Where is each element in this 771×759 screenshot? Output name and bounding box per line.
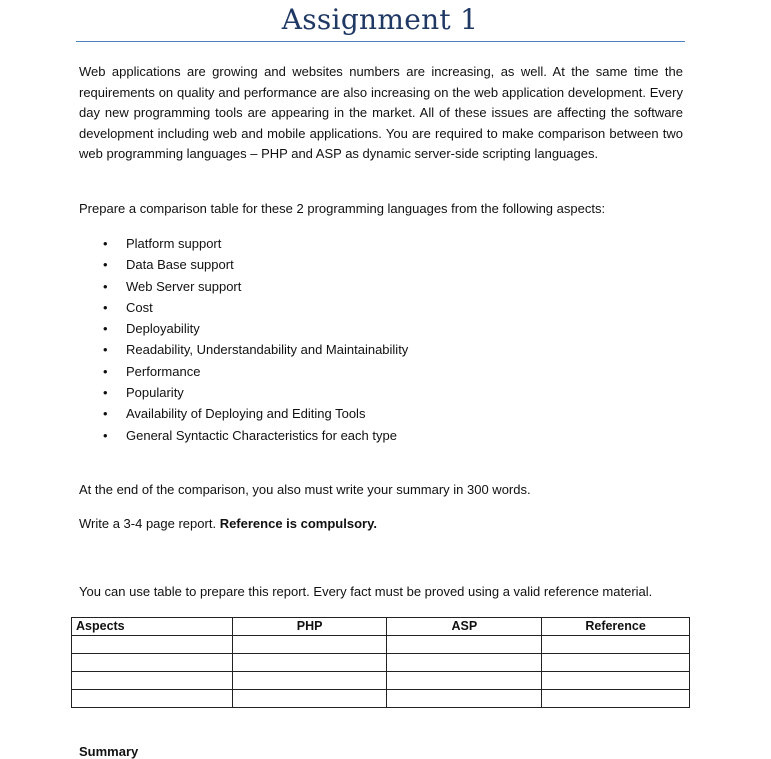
table-cell [542, 672, 690, 690]
table-cell [72, 654, 233, 672]
report-instruction [79, 514, 683, 535]
header-asp: ASP [387, 618, 542, 636]
summary-instruction: At the end of the comparison, you also must write your summary in 300 words. [79, 482, 531, 497]
report-length-text: Write a 3-4 page report. [79, 516, 217, 531]
list-item [101, 425, 408, 446]
bullet-icon: • [103, 299, 108, 315]
table-cell [72, 672, 233, 690]
bullet-icon: • [103, 321, 108, 337]
table-row [72, 690, 690, 708]
table-cell [387, 654, 542, 672]
table-cell [387, 690, 542, 708]
list-item [101, 382, 408, 403]
list-item [101, 233, 408, 254]
bullet-icon: • [103, 427, 108, 443]
header-aspects: Aspects [72, 618, 233, 636]
bullet-icon: • [103, 342, 108, 358]
comparison-table [71, 617, 690, 708]
table-cell [542, 654, 690, 672]
table-row [72, 654, 690, 672]
aspect-label: Web Server support [126, 278, 242, 294]
table-cell [72, 690, 233, 708]
table-cell [542, 690, 690, 708]
table-instruction: You can use table to prepare this report. Every fact must be proved using a valid reference material. [79, 584, 653, 599]
reference-required-text: Reference is compulsory. [219, 516, 377, 531]
aspects-list [101, 233, 408, 446]
table-cell [232, 636, 387, 654]
header-reference: Reference [542, 618, 690, 636]
table-cell [232, 672, 387, 690]
list-item [101, 361, 408, 382]
prepare-instruction: Prepare a comparison table for these 2 programming languages from the following aspects: [79, 201, 606, 216]
list-item [101, 297, 408, 318]
bullet-icon: • [103, 385, 108, 401]
table-cell [232, 690, 387, 708]
aspect-label: Availability of Deploying and Editing Tools [126, 406, 366, 422]
aspect-label: General Syntactic Characteristics for each type [126, 427, 397, 443]
table-row [72, 636, 690, 654]
list-item [101, 254, 408, 275]
aspect-label: Cost [126, 299, 153, 315]
list-item [101, 276, 408, 297]
aspect-label: Data Base support [126, 257, 234, 273]
table-cell [387, 672, 542, 690]
table-cell [72, 636, 233, 654]
page-title: Assignment 1 [281, 3, 479, 36]
bullet-icon: • [103, 363, 108, 379]
aspect-label: Performance [126, 363, 201, 379]
aspect-label: Readability, Understandability and Maintainability [126, 342, 409, 358]
intro-paragraph: Web applications are growing and websites numbers are increasing, as well. At the same time the requirements on quality and performance are also increasing on the web application development. Every day new programming tools are appearing in the market. All of these issues are affecting the software development including web and mobile applications. You are required to make comparison between two web programming languages – PHP and ASP as dynamic server-side scripting languages. [79, 64, 683, 162]
table-cell [232, 654, 387, 672]
summary-heading: Summary [79, 744, 139, 759]
bullet-icon: • [103, 278, 108, 294]
bullet-icon: • [103, 236, 108, 251]
bullet-icon: • [103, 257, 108, 273]
table-header-row [72, 618, 690, 636]
list-item [101, 403, 408, 424]
table-cell [387, 636, 542, 654]
aspect-label: Platform support [126, 236, 222, 251]
bullet-icon: • [103, 406, 108, 422]
header-php: PHP [232, 618, 387, 636]
aspect-label: Deployability [126, 321, 200, 337]
table-cell [542, 636, 690, 654]
list-item [101, 339, 408, 360]
table-row [72, 672, 690, 690]
list-item [101, 318, 408, 339]
title-underline [76, 41, 685, 42]
aspect-label: Popularity [126, 385, 184, 401]
